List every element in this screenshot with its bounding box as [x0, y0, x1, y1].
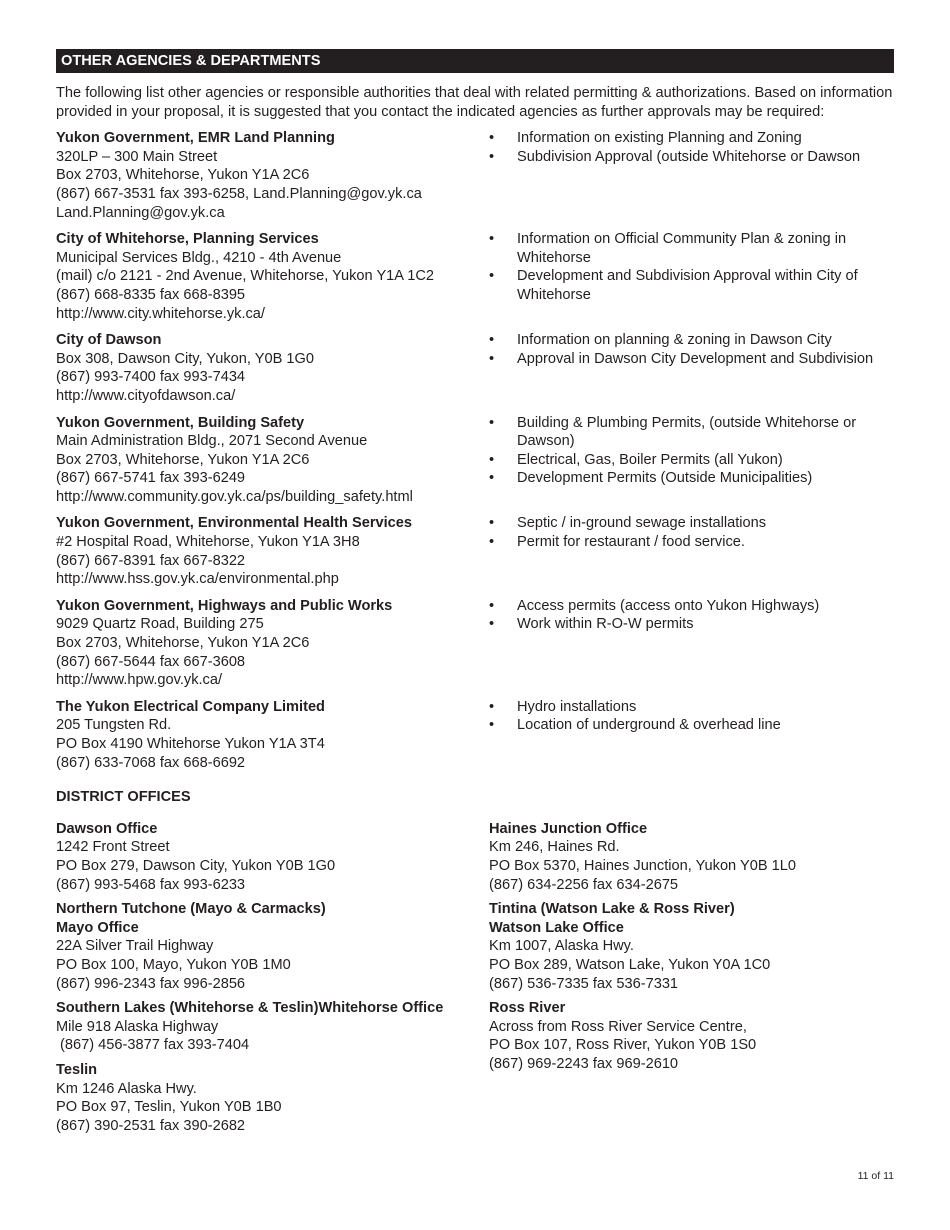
office-name: Tintina (Watson Lake & Ross River) — [489, 901, 735, 918]
agency-contact-line: Box 2703, Whitehorse, Yukon Y1A 2C6 — [56, 167, 310, 184]
agency-entry — [56, 230, 894, 323]
agency-contact-line: Main Administration Bldg., 2071 Second Avenue — [56, 433, 368, 450]
agency-entry — [56, 698, 894, 772]
district-office — [56, 900, 489, 993]
agency-services — [489, 331, 894, 405]
district-offices-heading: DISTRICT OFFICES — [56, 789, 191, 806]
office-line: 1242 Front Street — [56, 839, 170, 856]
agency-service-list — [489, 698, 894, 735]
district-office — [56, 1061, 489, 1135]
agency-services — [489, 129, 894, 222]
agency-contact-line: (867) 667-8391 fax 667-8322 — [56, 552, 246, 569]
agency-contact-line: http://www.cityofdawson.ca/ — [56, 387, 236, 404]
agency-contact-line: 320LP – 300 Main Street — [56, 148, 218, 165]
agency-service-item: • Development and Subdivision Approval within City of Whitehorse — [489, 267, 894, 304]
agency-service-item: • Work within R-O-W permits — [489, 615, 894, 634]
agency-contact-line: PO Box 4190 Whitehorse Yukon Y1A 3T4 — [56, 736, 325, 752]
agency-contact-line: Box 2703, Whitehorse, Yukon Y1A 2C6 — [56, 635, 310, 652]
agency-service-item: • Approval in Dawson City Development and Subdivision — [489, 350, 894, 369]
agency-service-list — [489, 414, 894, 488]
office-name: Watson Lake Office — [489, 919, 624, 936]
agency-services — [489, 514, 894, 588]
agency-service-item: • Permit for restaurant / food service. — [489, 533, 894, 552]
agency-service-list — [489, 331, 894, 368]
agency-contact-line: (867) 667-5644 fax 667-3608 — [56, 653, 246, 670]
agency-name: The Yukon Electrical Company Limited — [56, 698, 325, 715]
page-number: 11 of 11 — [857, 1170, 894, 1182]
office-line: (867) 456-3877 fax 393-7404 — [56, 1037, 250, 1054]
agency-service-item: • Location of underground & overhead line — [489, 716, 894, 735]
agency-contact-line: (867) 667-5741 fax 393-6249 — [56, 470, 246, 487]
office-name: Dawson Office — [56, 820, 158, 837]
agency-contact-line: Land.Planning@gov.yk.ca — [56, 204, 225, 221]
agency-services — [489, 597, 894, 690]
agency-services — [489, 230, 894, 323]
agency-service-list — [489, 129, 894, 166]
office-line: Km 1007, Alaska Hwy. — [489, 938, 634, 955]
agency-contact-line: http://www.hpw.gov.yk.ca/ — [56, 672, 223, 689]
office-line: Across from Ross River Service Centre, — [489, 1018, 747, 1035]
agency-service-item: • Hydro installations — [489, 698, 894, 717]
agency-contact-line: (mail) c/o 2121 - 2nd Avenue, Whitehorse, Yukon Y1A 1C2 — [56, 268, 435, 285]
agency-entry — [56, 129, 894, 222]
agency-services — [489, 414, 894, 507]
office-line: Km 246, Haines Rd. — [489, 839, 620, 856]
district-office — [489, 999, 894, 1073]
district-office — [56, 820, 489, 894]
office-line: (867) 993-5468 fax 993-6233 — [56, 876, 246, 893]
agency-contact-line: http://www.hss.gov.yk.ca/environmental.php — [56, 571, 339, 588]
agency-service-item: • Electrical, Gas, Boiler Permits (all Yukon) — [489, 451, 894, 470]
agency-services — [489, 698, 894, 772]
district-column-right — [489, 820, 894, 1142]
agency-service-item: • Septic / in-ground sewage installations — [489, 514, 894, 533]
agency-contact-line: #2 Hospital Road, Whitehorse, Yukon Y1A 3H8 — [56, 534, 360, 551]
agency-list — [56, 129, 894, 772]
agency-contact-line: Box 308, Dawson City, Yukon, Y0B 1G0 — [56, 350, 314, 367]
agency-contact — [56, 698, 489, 772]
agency-contact-line: (867) 668-8335 fax 668-8395 — [56, 286, 246, 303]
office-line: PO Box 5370, Haines Junction, Yukon Y0B 1L0 — [489, 857, 796, 874]
agency-name: Yukon Government, Highways and Public Works — [56, 597, 393, 614]
office-line: PO Box 279, Dawson City, Yukon Y0B 1G0 — [56, 857, 336, 874]
agency-contact — [56, 514, 489, 588]
intro-paragraph: The following list other agencies or responsible authorities that deal with related permitting & authorizations. Based on information provided in your proposal, it is suggested that you contact the indicated agencies as further approvals may be required: — [56, 85, 893, 120]
office-line: PO Box 97, Teslin, Yukon Y0B 1B0 — [56, 1099, 282, 1116]
agency-service-list — [489, 514, 894, 551]
office-name: Teslin — [56, 1061, 98, 1078]
office-line: PO Box 107, Ross River, Yukon Y0B 1S0 — [489, 1037, 757, 1054]
office-line: (867) 969-2243 fax 969-2610 — [489, 1055, 679, 1072]
agency-contact-line: 9029 Quartz Road, Building 275 — [56, 616, 264, 633]
agency-service-item: • Building & Plumbing Permits, (outside Whitehorse or Dawson) — [489, 414, 894, 451]
office-name: Northern Tutchone (Mayo & Carmacks) — [56, 901, 326, 918]
office-name: Mayo Office — [56, 919, 139, 936]
office-name: Ross River — [489, 1000, 566, 1017]
office-line: Mile 918 Alaska Highway — [56, 1018, 219, 1035]
agency-name: Yukon Government, Building Safety — [56, 414, 305, 431]
agency-service-item: • Information on Official Community Plan & zoning in Whitehorse — [489, 230, 894, 267]
agency-contact-line: (867) 993-7400 fax 993-7434 — [56, 369, 246, 386]
agency-entry — [56, 331, 894, 405]
agency-name: City of Whitehorse, Planning Services — [56, 231, 319, 248]
office-line: (867) 634-2256 fax 634-2675 — [489, 876, 679, 893]
agency-contact-line: 205 Tungsten Rd. — [56, 717, 172, 734]
agency-contact-line: (867) 633-7068 fax 668-6692 — [56, 754, 246, 771]
agency-contact — [56, 331, 489, 405]
agency-contact-line: Municipal Services Bldg., 4210 - 4th Avenue — [56, 249, 342, 266]
agency-contact-line: Box 2703, Whitehorse, Yukon Y1A 2C6 — [56, 451, 310, 468]
office-line: PO Box 289, Watson Lake, Yukon Y0A 1C0 — [489, 956, 771, 973]
agency-entry — [56, 597, 894, 690]
agency-service-item: • Subdivision Approval (outside Whitehorse or Dawson — [489, 148, 894, 167]
agency-contact — [56, 230, 489, 323]
agency-service-item: • Development Permits (Outside Municipalities) — [489, 469, 894, 488]
district-office — [56, 999, 489, 1055]
office-line: PO Box 100, Mayo, Yukon Y0B 1M0 — [56, 956, 291, 973]
agency-contact-line: (867) 667-3531 fax 393-6258, Land.Planning@gov.yk.ca — [56, 185, 422, 202]
office-line: (867) 536-7335 fax 536-7331 — [489, 975, 679, 992]
section-title-bar: OTHER AGENCIES & DEPARTMENTS — [56, 49, 894, 73]
agency-contact — [56, 129, 489, 222]
agency-contact-line: http://www.city.whitehorse.yk.ca/ — [56, 305, 265, 322]
district-offices — [56, 820, 894, 1142]
district-office — [489, 900, 894, 993]
agency-service-list — [489, 597, 894, 634]
agency-entry — [56, 514, 894, 588]
agency-service-item: • Information on existing Planning and Zoning — [489, 129, 894, 148]
agency-service-list — [489, 230, 894, 304]
agency-service-item: • Information on planning & zoning in Dawson City — [489, 331, 894, 350]
document-page — [56, 49, 894, 1141]
agency-contact-line: http://www.community.gov.yk.ca/ps/building_safety.html — [56, 488, 413, 505]
office-line: 22A Silver Trail Highway — [56, 938, 214, 955]
agency-name: Yukon Government, Environmental Health Services — [56, 515, 413, 532]
district-column-left — [56, 820, 489, 1142]
agency-contact — [56, 597, 489, 690]
office-name: Southern Lakes (Whitehorse & Teslin)Whitehorse Office — [56, 1000, 444, 1017]
district-office — [489, 820, 894, 894]
office-line: (867) 390-2531 fax 390-2682 — [56, 1117, 246, 1134]
office-name: Haines Junction Office — [489, 820, 648, 837]
agency-entry — [56, 414, 894, 507]
office-line: (867) 996-2343 fax 996-2856 — [56, 975, 246, 992]
agency-contact — [56, 414, 489, 507]
agency-service-item: • Access permits (access onto Yukon Highways) — [489, 597, 894, 616]
agency-name: Yukon Government, EMR Land Planning — [56, 130, 335, 147]
office-line: Km 1246 Alaska Hwy. — [56, 1080, 197, 1097]
agency-name: City of Dawson — [56, 332, 162, 349]
